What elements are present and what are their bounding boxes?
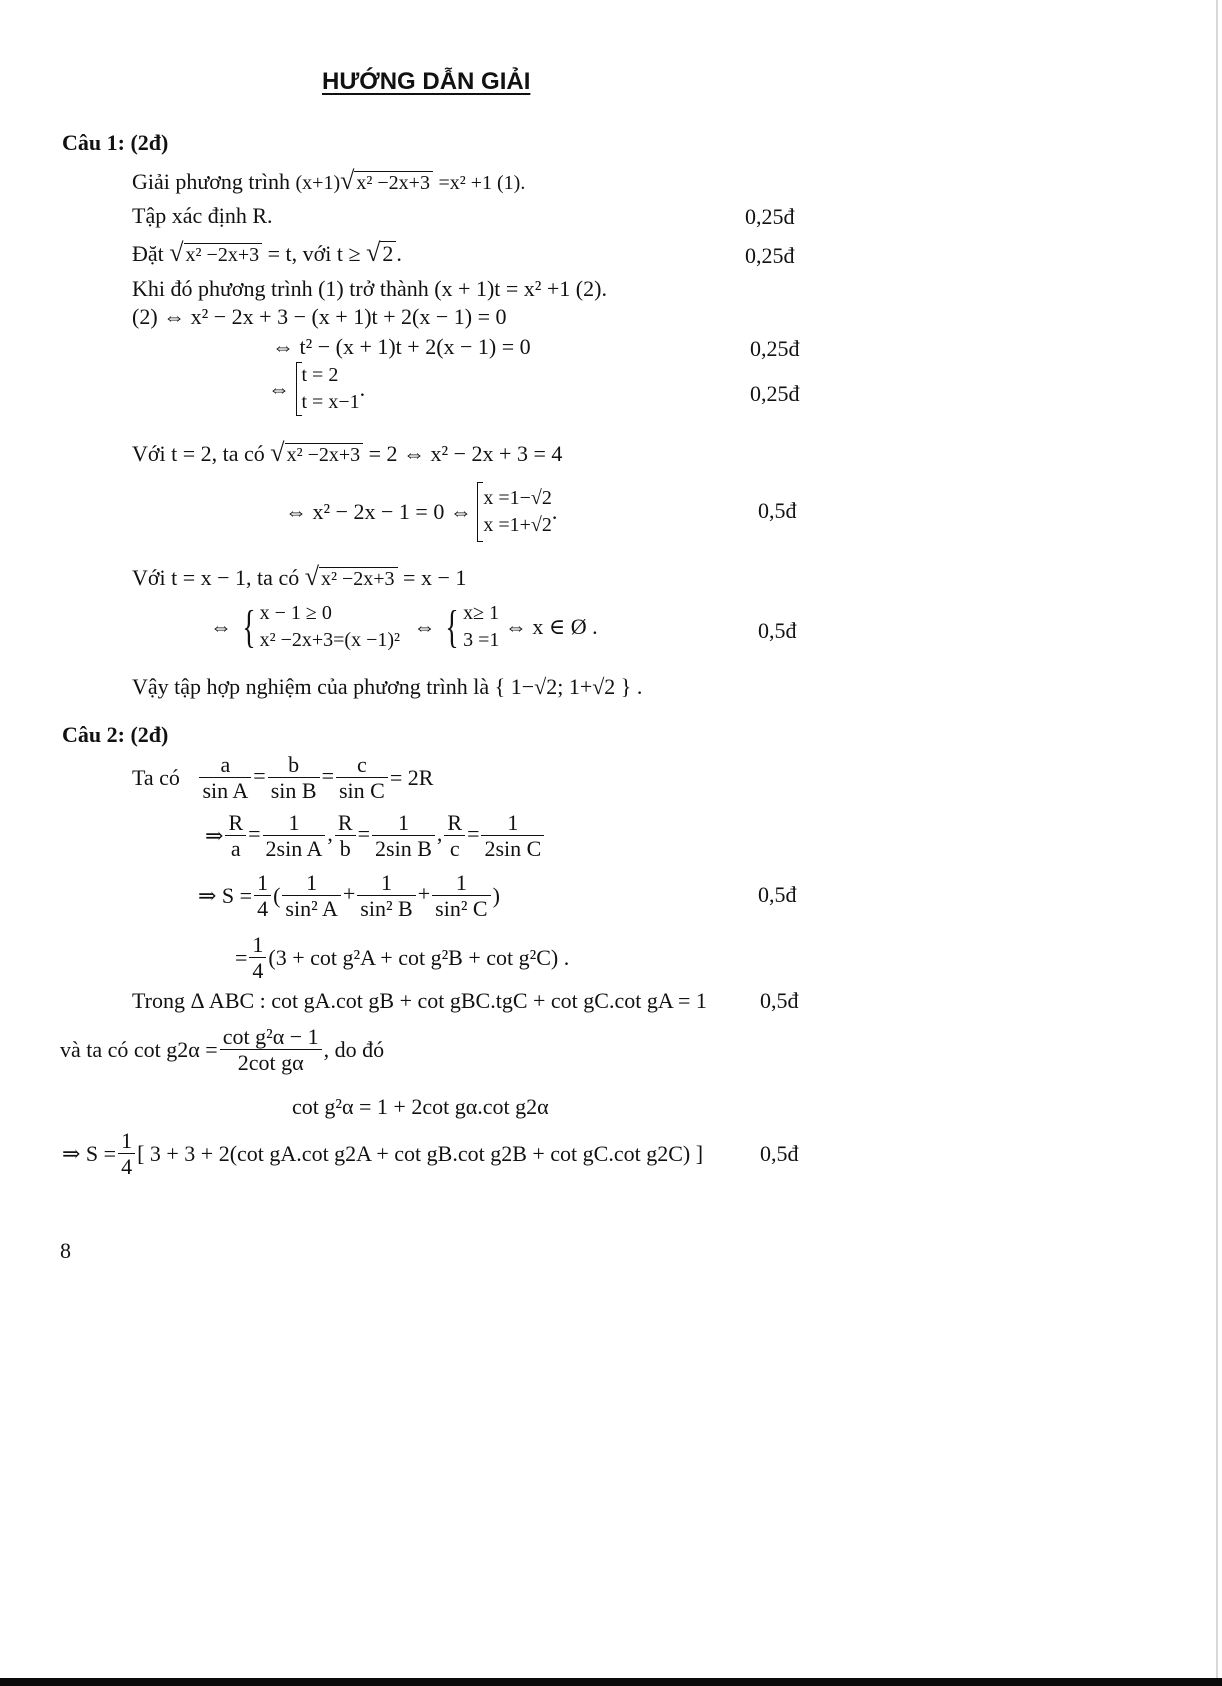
c2-line-8: ⇒ S = $\frac{1}{4}$ [ 3 + 3 + 2(cot gA.cot g2A + cot gB.cot g2B + cot gC.cot g2C) ] [62,1128,704,1180]
c2-line-1: Ta có $\frac{a}{\text{sin A}}$ = $\frac{b}{\text{sin B}}$ = $\frac{c}{\text{sin C}}$ = 2R [132,752,434,804]
score-6: 0,5đ [758,618,797,643]
c1-line-8: Với t = 2, ta có √ x² −2x+3 = 2 ⇔ x² − 2x + 3 = 4 [132,438,563,467]
scan-bottom-edge [0,1678,1222,1686]
c1-line-12: Vậy tập hợp nghiệm của phương trình là { 1−√2; 1+√2 } . [132,674,643,699]
c1-line-3: Đặt √ x² −2x+3 = t, với t ≥ √2 . [132,238,402,267]
score-5: 0,5đ [758,498,797,523]
scan-right-edge [1216,0,1218,1686]
c2-line-7: cot g²α = 1 + 2cot gα.cot g2α [292,1094,549,1119]
score-1: 0,25đ [745,204,795,229]
c1-line-10: Với t = x − 1, ta có √ x² −2x+3 = x − 1 [132,562,467,591]
c1-line-5: (2) ⇔ x² − 2x + 3 − (x + 1)t + 2(x − 1) = 0 [132,304,507,329]
c2-line-4: = $\frac{1}{4}$ (3 + cot g²A + cot g²B + cot g²C) . [235,932,570,984]
score-7: 0,5đ [758,882,797,907]
question-2-heading: Câu 2: (2đ) [62,722,169,747]
score-9: 0,5đ [760,1141,799,1166]
c1-line-6: ⇔ t² − (x + 1)t + 2(x − 1) = 0 [272,334,531,359]
c2-line-2: ⇒ $\frac{R}{a}$ = $\frac{1}{\text{2sin A}}$ , $\frac{R}{b}$ = $\frac{1}{\text{2sin B}}$ , $\frac{R}{c}$ = $\frac{1}{\text{2sin C}}$ [205,810,546,862]
c2-line-6: và ta có cot g2α = $\frac{\text{cot g²α − 1}}{\text{2cot gα}}$ , do đó [60,1024,385,1076]
score-8: 0,5đ [760,988,799,1013]
page-title: HƯỚNG DẪN GIẢI [322,68,531,95]
c1-line-9: ⇔ x² − 2x − 1 = 0 ⇔ x =1−√2 x =1+√2 . [285,482,557,542]
c1-line-7: ⇔ t = 2 t = x−1 . [268,362,365,416]
c1-line-2: Tập xác định R. [132,203,273,228]
c1-line-4: Khi đó phương trình (1) trở thành (x + 1)t = x² +1 (2). [132,276,607,301]
c1-line-11: ⇔ { x − 1 ≥ 0 x² −2x+3=(x −1)² ⇔ { x≥ 1 3 =1 ⇔ x ∈ Ø . [210,601,598,652]
c1-line-1: Giải phương trình (x+1)√ x² −2x+3 =x² +1 (1). [132,166,526,195]
score-2: 0,25đ [745,243,795,268]
page-number: 8 [60,1238,71,1263]
score-4: 0,25đ [750,381,800,406]
score-3: 0,25đ [750,336,800,361]
question-1-heading: Câu 1: (2đ) [62,130,169,155]
c2-line-3: ⇒ S = $\frac{1}{4}$ ( $\frac{1}{\text{sin² A}}$ + $\frac{1}{\text{sin² B}}$ + $\frac{1}{\text{sin² C}}$ ) [198,870,500,922]
c2-line-5: Trong Δ ABC : cot gA.cot gB + cot gBC.tgC + cot gC.cot gA = 1 [132,988,707,1013]
